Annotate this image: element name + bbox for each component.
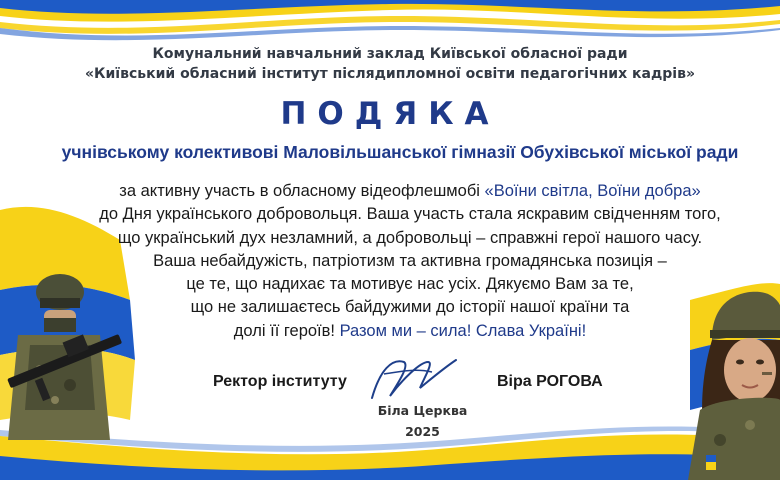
body-line-1-text: за активну участь в обласному відеофлешмобі [119, 182, 485, 200]
recipient-line: учнівському колективові Маловільшанської гімназії Обухівської міської ради [61, 142, 739, 162]
body-line-3: що український дух незламний, а добровольці – справжні герої нашого часу. [117, 228, 703, 247]
gratitude-body [0, 180, 780, 343]
body-line-6: що не залишаєтесь байдужими до історії нашої країни та [190, 298, 630, 317]
body-line-1 [0, 180, 780, 203]
signer-name: Віра РОГОВА [497, 373, 603, 390]
institution-line-2: «Київський обласний інститут післядипломної освіти педагогічних кадрів» [85, 66, 695, 82]
body-line-7-text: долі її героїв! [233, 321, 340, 340]
body-line-7 [0, 320, 780, 343]
slogan: Разом ми – сила! Слава Україні! [339, 321, 587, 340]
issue-year: 2025 [405, 424, 440, 439]
signer-position: Ректор інституту [213, 373, 347, 390]
body-line-4: Ваша небайдужість, патріотизм та активна громадянська позиція – [153, 251, 667, 270]
body-line-5: це те, що надихає та мотивує нас усіх. Дякуємо Вам за те, [186, 275, 634, 294]
institution-line-1: Комунальний навчальний заклад Київської обласної ради [152, 46, 628, 62]
place-city: Біла Церква [377, 403, 468, 418]
page-title: ПОДЯКА [280, 96, 500, 132]
body-line-2: до Дня українського добровольця. Ваша участь стала яскравим свідченням того, [99, 205, 721, 224]
flashmob-name: «Воїни світла, Воїни добра» [484, 182, 701, 200]
